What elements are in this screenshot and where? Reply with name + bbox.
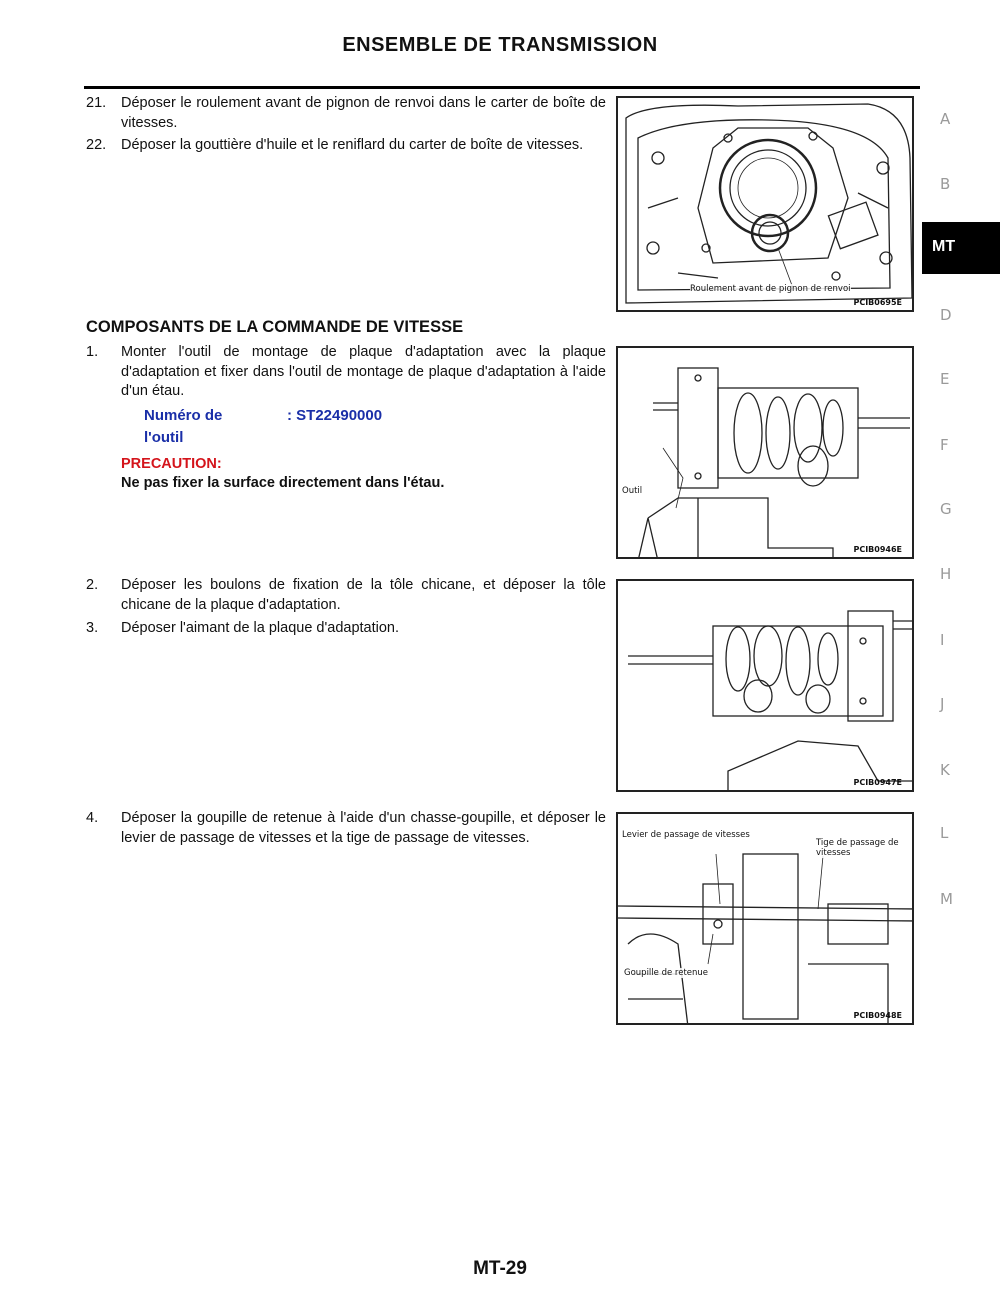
step-3 [86, 619, 606, 639]
transmission-case-drawing [618, 98, 914, 312]
step-number: 4. [86, 810, 99, 826]
tool-number-value: : ST22490000 [287, 407, 383, 424]
sidebar-letter[interactable]: M [940, 890, 953, 908]
sidebar-letter[interactable]: H [940, 565, 952, 583]
sidebar-letter[interactable]: G [940, 500, 952, 518]
page-number: MT-29 [473, 1258, 527, 1279]
figure-code: PCIB0946E [853, 545, 902, 554]
step-text: Déposer l'aimant de la plaque d'adaptation. [121, 620, 400, 636]
figure-baffle-plate [616, 579, 914, 792]
figure-label: Goupille de retenue [624, 968, 709, 978]
step-1 [86, 343, 606, 402]
step-22 [86, 136, 606, 156]
step-text: Déposer la gouttière d'huile et le reniflard du carter de boîte de vitesses. [121, 137, 584, 153]
step-number: 1. [86, 344, 99, 360]
figure-label: Roulement avant de pignon de renvoi [690, 284, 851, 294]
sidebar-letter[interactable]: I [940, 631, 945, 649]
step-number: 22. [86, 137, 107, 153]
step-4 [86, 809, 606, 848]
figure-front-bearing [616, 96, 914, 312]
header-rule [84, 86, 920, 89]
figure-code: PCIB0695E [853, 298, 902, 307]
figure-label: Outil [622, 486, 643, 496]
figure-code: PCIB0947E [853, 778, 902, 787]
sidebar-active-tab[interactable] [922, 222, 1000, 274]
step-text: Déposer le roulement avant de pignon de renvoi dans le carter de boîte de vitesses. [121, 95, 606, 131]
tool-number-label: Numéro de l'outil [144, 407, 223, 446]
figure-shift-lever [616, 812, 914, 1025]
figure-adapter-tool [616, 346, 914, 559]
step-number: 3. [86, 620, 99, 636]
sidebar-letter[interactable]: D [940, 306, 952, 324]
step-text: Déposer la goupille de retenue à l'aide d'un chasse-goupille, et déposer le levier de passage de vitesses et la tige de passage de vitesses. [121, 810, 606, 846]
page-title: ENSEMBLE DE TRANSMISSION [342, 34, 658, 56]
step-text: Monter l'outil de montage de plaque d'adaptation avec la plaque d'adaptation et fixer dans l'outil de montage de plaque d'adaptation à l'aide d'un étau. [121, 344, 606, 399]
section-heading: COMPOSANTS DE LA COMMANDE DE VITESSE [86, 318, 464, 336]
gear-assembly-drawing [618, 581, 914, 792]
sidebar-letter[interactable]: E [940, 370, 950, 388]
step-2 [86, 576, 606, 615]
figure-code: PCIB0948E [853, 1011, 902, 1020]
adapter-plate-drawing [618, 348, 914, 559]
step-number: 2. [86, 577, 99, 593]
sidebar-letter[interactable]: F [940, 436, 949, 454]
sidebar-letter[interactable]: J [940, 695, 945, 713]
step-text: Déposer les boulons de fixation de la tôle chicane, et déposer la tôle chicane de la plaque d'adaptation. [121, 577, 606, 613]
figure-label: Levier de passage de vitesses [622, 830, 750, 840]
sidebar-active-label: MT [932, 238, 956, 255]
figure-label: Tige de passage de vitesses [816, 838, 908, 858]
sidebar-letter[interactable]: A [940, 110, 951, 128]
step-21 [86, 94, 606, 133]
caution-text: Ne pas fixer la surface directement dans l'étau. [121, 475, 445, 491]
sidebar-letter[interactable]: L [940, 824, 949, 842]
sidebar-letter[interactable]: K [940, 761, 950, 779]
caution-label: PRECAUTION: [121, 456, 222, 472]
sidebar-letter[interactable]: B [940, 175, 951, 193]
step-number: 21. [86, 95, 107, 111]
